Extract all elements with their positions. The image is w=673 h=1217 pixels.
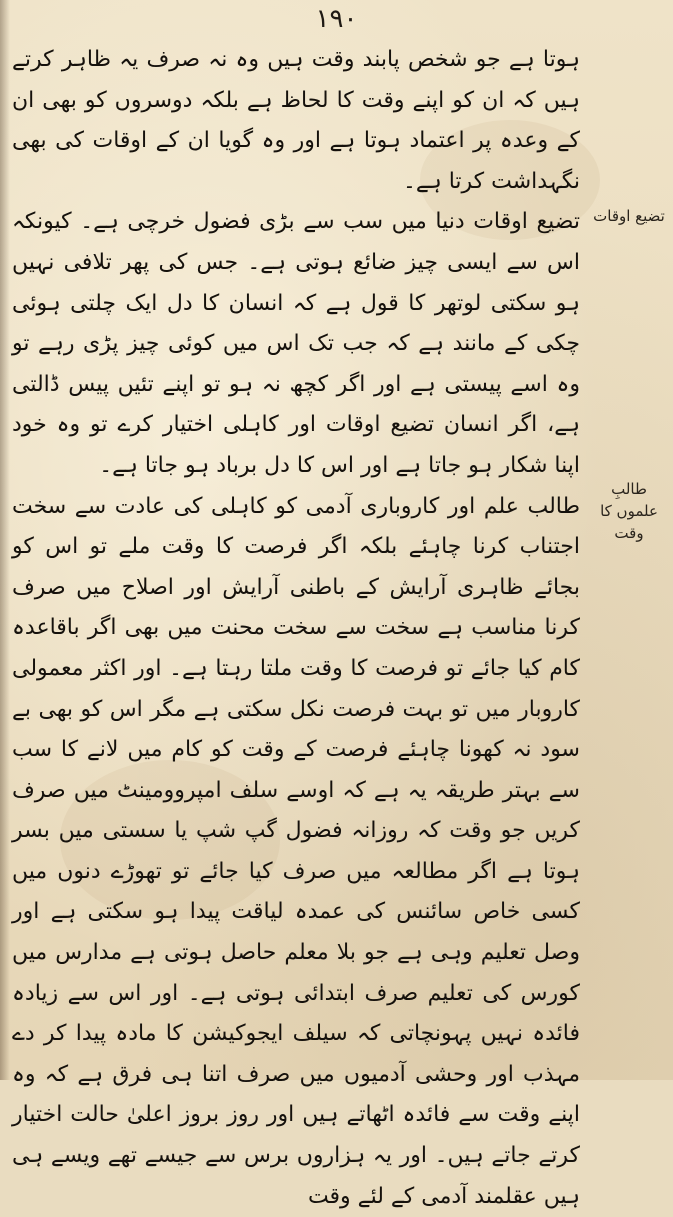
paragraph-punctuality: ہوتا ہے جو شخص پابند وقت ہیں وہ نہ صرف یہ ظاہر کرتے ہیں کہ ان کو اپنے وقت کا لحاظ ہے بلکہ دوسروں کو بھی ان کے وعدہ پر اعتماد ہوتا ہے اور وہ گویا ان کے اوقات کی بھی نگہداشت کرتا ہے۔ bbox=[12, 47, 580, 194]
body-text bbox=[12, 40, 580, 1217]
paragraph-students-time: طالب علم اور کاروباری آدمی کو کاہلی کی عادت سے سخت اجتناب کرنا چاہئے بلکہ اگر فرصت کا وقت ملے تو اس کو بجائے ظاہری آرایش کے باطنی آرایش اور اصلاح میں صرف کرنا مناسب ہے سخت سے سخت محنت میں بھی اگر باقاعدہ کام کیا جائے تو فرصت کا وقت ملتا رہتا ہے۔ اور اکثر معمولی کاروبار میں تو بہت فرصت نکل سکتی ہے مگر اس کو بھی بے سود نہ کھونا چاہئے فرصت کے وقت کو کام میں لانے کا سب سے بہتر طریقہ یہ ہے کہ اوسے سلف امپروومینٹ میں صرف کریں جو وقت کہ روزانہ فضول گپ شپ یا سستی میں بسر ہوتا ہے اگر مطالعہ میں صرف کیا جائے تو تھوڑے دنوں میں کسی خاص سائنس کی عمدہ لیاقت پیدا ہو سکتی ہے اور وصل تعلیم وہی ہے جو بلا معلم حاصل ہوتی ہے مدارس میں کورس کی تعلیم صرف ابتدائی ہوتی ہے۔ اور اس سے زیادہ فائدہ نہیں پہونچاتی کہ سیلف ایجوکیشن کا مادہ پیدا کر دے مہذب اور وحشی آدمیوں میں صرف اتنا ہی فرق ہے کہ وہ اپنے وقت سے فائدہ اٹھاتے ہیں اور روز بروز اعلیٰ حالت اختیار کرتے جاتے ہیں۔ اور یہ ہزاروں برس سے جیسے تھے ویسے ہی ہیں عقلمند آدمی کے لئے وقت bbox=[12, 493, 580, 1209]
binding-shadow bbox=[0, 0, 10, 1080]
paragraph-wasting-time: تضیع اوقات دنیا میں سب سے بڑی فضول خرچی ہے۔ کیونکہ اس سے ایسی چیز ضائع ہوتی ہے۔ جس کی پھر تلافی نہیں ہو سکتی لوتھر کا قول ہے کہ انسان کا دل ایک چلتی ہوئی چکی کے مانند ہے کہ جب تک اس میں کوئی چیز پڑی رہے تو وہ اسے پیستی ہے اور اگر کچھ نہ ہو تو اپنے تئیں پیس ڈالتی ہے، اگر انسان تضیع اوقات اور کاہلی اختیار کرے تو وہ خود اپنا شکار ہو جاتا ہے اور اس کا دل برباد ہو جاتا ہے۔ bbox=[12, 209, 580, 478]
margin-note-students-time: طالبِ علموں کا وقت bbox=[600, 480, 658, 542]
page-number: ۱۹۰ bbox=[315, 4, 358, 34]
margin-note-wasting-time: تضیع اوقات bbox=[593, 207, 665, 225]
